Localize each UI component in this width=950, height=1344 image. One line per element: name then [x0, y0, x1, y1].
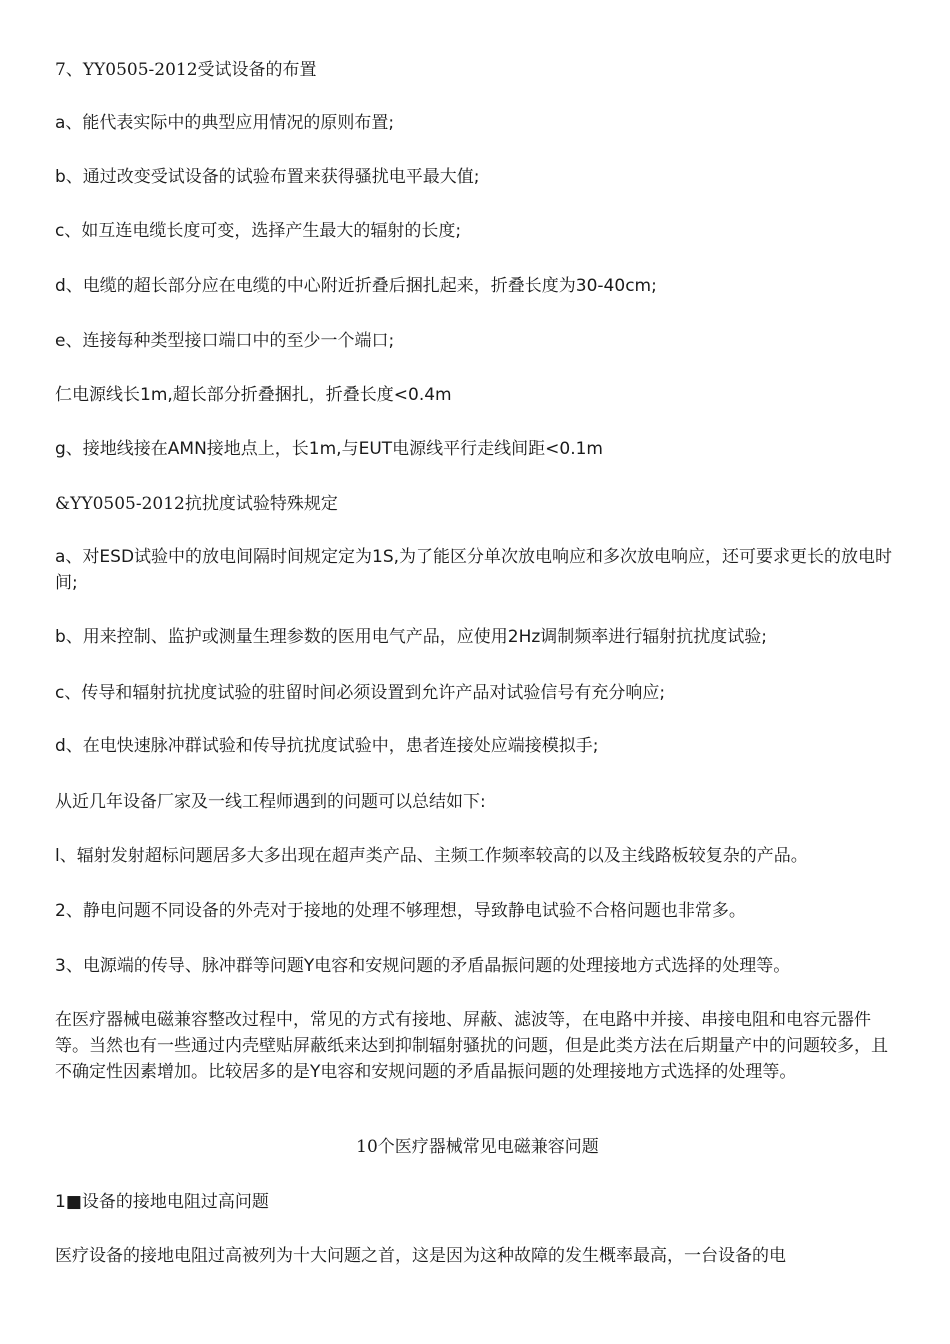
- ten-issues-title: 10个医疗器械常见电磁兼容问题: [356, 1137, 599, 1157]
- issue-1-body: 医疗设备的接地电阻过高被列为十大问题之首，这是因为这种故障的发生概率最高，一台设备的电: [55, 1246, 786, 1266]
- section-heading-8: &YY0505-2012抗扰度试验特殊规定: [55, 494, 338, 514]
- immunity-item-d: d、在电快速脉冲群试验和传导抗扰度试验中，患者连接处应端接模拟手;: [55, 736, 599, 756]
- list-item-e: e、连接每种类型接口端口中的至少一个端口;: [55, 331, 395, 351]
- list-item-d: d、电缆的超长部分应在电缆的中心附近折叠后捆扎起来，折叠长度为30-40cm;: [55, 276, 657, 296]
- summary-intro: 从近几年设备厂家及一线工程师遇到的问题可以总结如下:: [55, 792, 486, 812]
- rectification-paragraph: 在医疗器械电磁兼容整改过程中，常见的方式有接地、屏蔽、滤波等，在电路中并接、串接电阻和电容元器件等。当然也有一些通过内壳壁贴屏蔽纸来达到抑制辐射骚扰的问题，但是此类方法在后期量产中的问题较多，且不确定性因素增加。比较居多的是Y电容和安规问题的矛盾晶振问题的处理接地方式选择的处理等。: [55, 1010, 888, 1082]
- list-item-f: 仁电源线长1m,超长部分折叠捆扎，折叠长度<0.4m: [55, 385, 452, 405]
- issue-1-heading: 1■设备的接地电阻过高问题: [55, 1192, 269, 1212]
- list-item-b: b、通过改变受试设备的试验布置来获得骚扰电平最大值;: [55, 167, 480, 187]
- immunity-item-a: a、对ESD试验中的放电间隔时间规定定为1S,为了能区分单次放电响应和多次放电响应，还可要求更长的放电时间;: [55, 547, 893, 593]
- list-item-g: g、接地线接在AMN接地点上，长1m,与EUT电源线平行走线间距<0.1m: [55, 439, 603, 459]
- summary-item-2: 2、静电问题不同设备的外壳对于接地的处理不够理想，导致静电试验不合格问题也非常多。: [55, 901, 746, 921]
- list-item-a: a、能代表实际中的典型应用情况的原则布置;: [55, 113, 395, 133]
- section-heading-7: 7、YY0505-2012受试设备的布置: [55, 60, 317, 80]
- list-item-c: c、如互连电缆长度可变，选择产生最大的辐射的长度;: [55, 221, 462, 241]
- summary-item-1: l、辐射发射超标问题居多大多出现在超声类产品、主频工作频率较高的以及主线路板较复杂的产品。: [55, 846, 808, 866]
- immunity-item-b: b、用来控制、监护或测量生理参数的医用电气产品，应使用2Hz调制频率进行辐射抗扰度试验;: [55, 627, 768, 647]
- immunity-item-c: c、传导和辐射抗扰度试验的驻留时间必须设置到允许产品对试验信号有充分响应;: [55, 683, 666, 703]
- summary-item-3: 3、电源端的传导、脉冲群等问题Y电容和安规问题的矛盾晶振问题的处理接地方式选择的处理等。: [55, 956, 791, 976]
